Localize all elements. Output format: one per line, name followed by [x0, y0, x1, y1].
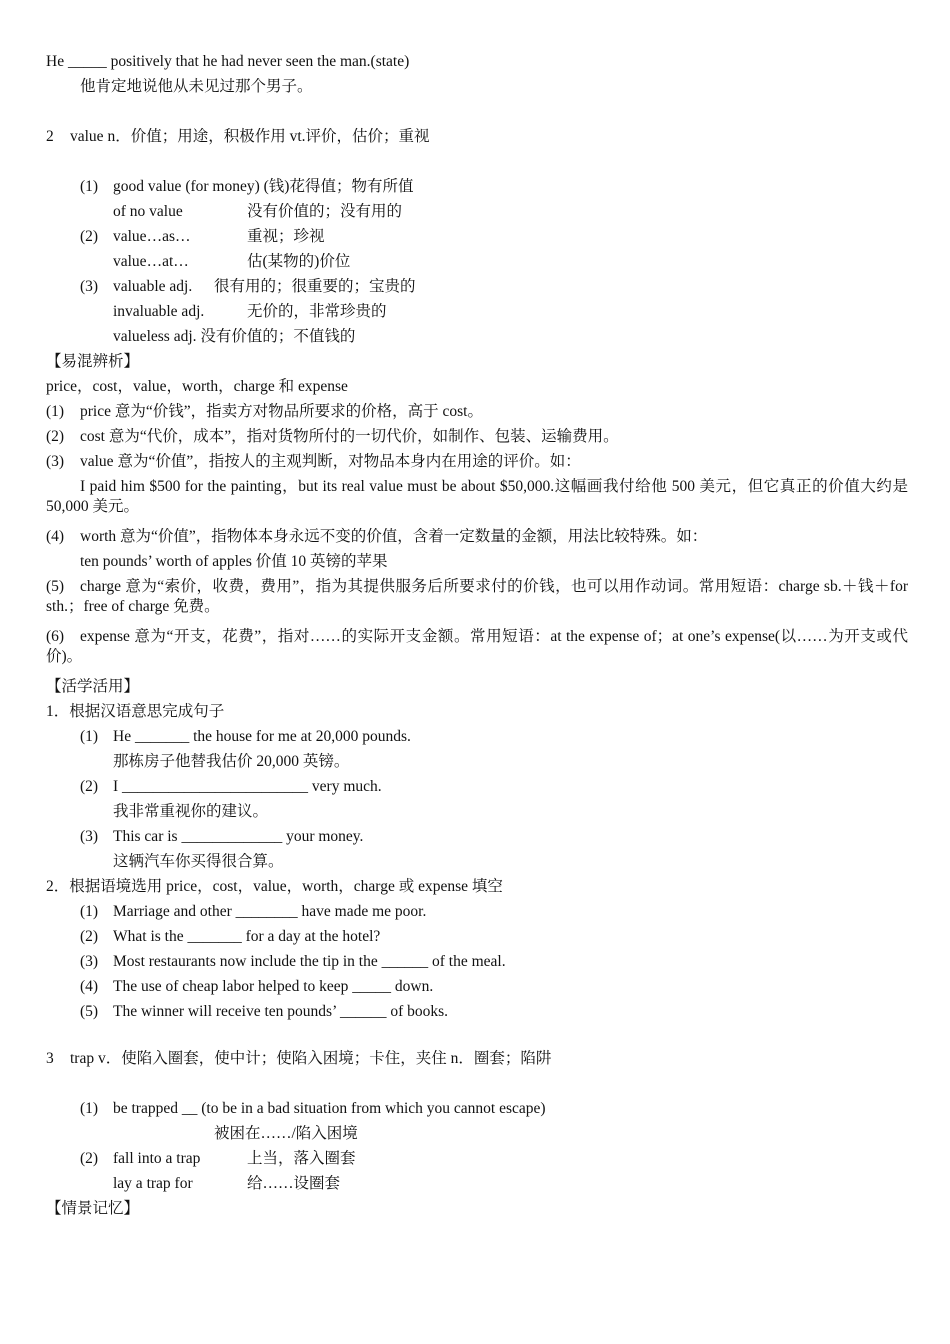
trap-item-2-a-zh: 上当，落入圈套 — [247, 1150, 356, 1167]
exercise-2-item-4-number: (4) — [80, 978, 99, 995]
heading-2-number: 2 — [46, 128, 54, 145]
confusion-5-number: (5) — [46, 578, 65, 595]
trap-item-1-a: be trapped __ (to be in a bad situation from which you cannot escape) — [113, 1100, 546, 1117]
section-confusion-title: 【易混辨析】 — [46, 353, 140, 370]
confusion-1-number: (1) — [46, 403, 65, 420]
confusion-2-number: (2) — [46, 428, 65, 445]
value-item-1-a: good value (for money) (钱)花得值；物有所值 — [113, 178, 414, 195]
confusion-1-price: price 意为“价钱”，指卖方对物品所要求的价格，高于 cost。 — [80, 403, 483, 420]
section-practice-title: 【活学活用】 — [46, 678, 140, 695]
exercise-2-item-4: The use of cheap labor helped to keep _____ down. — [113, 978, 434, 995]
heading-2-value: value n．价值；用途，积极作用 vt.评价，估价；重视 — [70, 128, 430, 145]
trap-item-1-number: (1) — [80, 1100, 99, 1117]
value-item-2-number: (2) — [80, 228, 99, 245]
exercise-1-item-2-zh: 我非常重视你的建议。 — [113, 803, 269, 820]
value-item-3-a-en: valuable adj. — [113, 278, 193, 295]
confusion-4-number: (4) — [46, 528, 65, 545]
trap-item-2-b-en: lay a trap for — [113, 1175, 193, 1192]
confusion-4-worth: worth 意为“价值”，指物体本身永远不变的价值，含着一定数量的金额，用法比较特殊。如： — [80, 528, 708, 545]
value-item-3-b-zh: 无价的，非常珍贵的 — [247, 303, 387, 320]
value-item-3-c: valueless adj. 没有价值的；不值钱的 — [113, 328, 356, 345]
trap-item-2-b-zh: 给……设圈套 — [247, 1175, 341, 1192]
exercise-1-item-2-en: I ________________________ very much. — [113, 778, 382, 795]
confusion-3-example: I paid him $500 for the painting，but its real value must be about $50,000.这幅画我付给他 500 美元，但它真正的价值大约是 50,000 美元。 — [46, 478, 908, 515]
value-item-1-number: (1) — [80, 178, 99, 195]
exercise-2-item-1-number: (1) — [80, 903, 99, 920]
confusion-6-expense: expense 意为“开支，花费”，指对……的实际开支金额。常用短语：at the expense of；at one’s expense(以……为开支或代价)。 — [46, 628, 908, 665]
value-item-2-b-en: value…at… — [113, 253, 189, 270]
exercise-2-item-3-number: (3) — [80, 953, 99, 970]
exercise-2-item-3: Most restaurants now include the tip in the ______ of the meal. — [113, 953, 506, 970]
value-item-1-b-zh: 没有价值的；没有用的 — [247, 203, 403, 220]
exercise-2-item-5-number: (5) — [80, 1003, 99, 1020]
exercise-1-title: 1．根据汉语意思完成句子 — [46, 703, 225, 720]
section-memory-title: 【情景记忆】 — [46, 1200, 140, 1217]
value-item-2-a-zh: 重视；珍视 — [247, 228, 325, 245]
trap-item-1-b: 被困在……/陷入困境 — [214, 1125, 358, 1142]
value-item-2-b-zh: 估(某物的)价位 — [247, 253, 351, 270]
exercise-1-item-3-zh: 这辆汽车你买得很合算。 — [113, 853, 284, 870]
trap-item-2-number: (2) — [80, 1150, 99, 1167]
value-item-3-number: (3) — [80, 278, 99, 295]
exercise-2-item-1: Marriage and other ________ have made me poor. — [113, 903, 427, 920]
translation-state: 他肯定地说他从未见过那个男子。 — [80, 78, 313, 95]
confusion-5-charge: charge 意为“索价，收费，费用”，指为其提供服务后所要求付的价钱，也可以用作动词。常用短语：charge sb.＋钱＋for sth.；free of charge 免费。 — [46, 578, 908, 615]
exercise-2-item-2-number: (2) — [80, 928, 99, 945]
exercise-1-item-2-number: (2) — [80, 778, 99, 795]
heading-3-number: 3 — [46, 1050, 54, 1067]
sentence-state: He _____ positively that he had never seen the man.(state) — [46, 53, 410, 70]
trap-item-2-a-en: fall into a trap — [113, 1150, 201, 1167]
exercise-1-item-1-en: He _______ the house for me at 20,000 pounds. — [113, 728, 411, 745]
heading-3-trap: trap v．使陷入圈套，使中计；使陷入困境；卡住，夹住 n．圈套；陷阱 — [70, 1050, 552, 1067]
confusion-4-example: ten pounds’ worth of apples 价值 10 英镑的苹果 — [80, 553, 388, 570]
confusion-words: price，cost，value，worth，charge 和 expense — [46, 378, 348, 395]
exercise-2-title: 2．根据语境选用 price，cost，value，worth，charge 或 expense 填空 — [46, 878, 503, 895]
confusion-2-cost: cost 意为“代价，成本”，指对货物所付的一切代价，如制作、包装、运输费用。 — [80, 428, 619, 445]
value-item-1-b-en: of no value — [113, 203, 183, 220]
exercise-1-item-1-number: (1) — [80, 728, 99, 745]
confusion-3-value: value 意为“价值”，指按人的主观判断，对物品本身内在用途的评价。如： — [80, 453, 581, 470]
exercise-1-item-1-zh: 那栋房子他替我估价 20,000 英镑。 — [113, 753, 350, 770]
exercise-1-item-3-en: This car is _____________ your money. — [113, 828, 364, 845]
exercise-2-item-2: What is the _______ for a day at the hotel? — [113, 928, 381, 945]
value-item-3-b-en: invaluable adj. — [113, 303, 205, 320]
confusion-6-number: (6) — [46, 628, 65, 645]
exercise-1-item-3-number: (3) — [80, 828, 99, 845]
exercise-2-item-5: The winner will receive ten pounds’ ______ of books. — [113, 1003, 449, 1020]
value-item-2-a-en: value…as… — [113, 228, 191, 245]
value-item-3-a-zh: 很有用的；很重要的；宝贵的 — [214, 278, 416, 295]
confusion-3-number: (3) — [46, 453, 65, 470]
